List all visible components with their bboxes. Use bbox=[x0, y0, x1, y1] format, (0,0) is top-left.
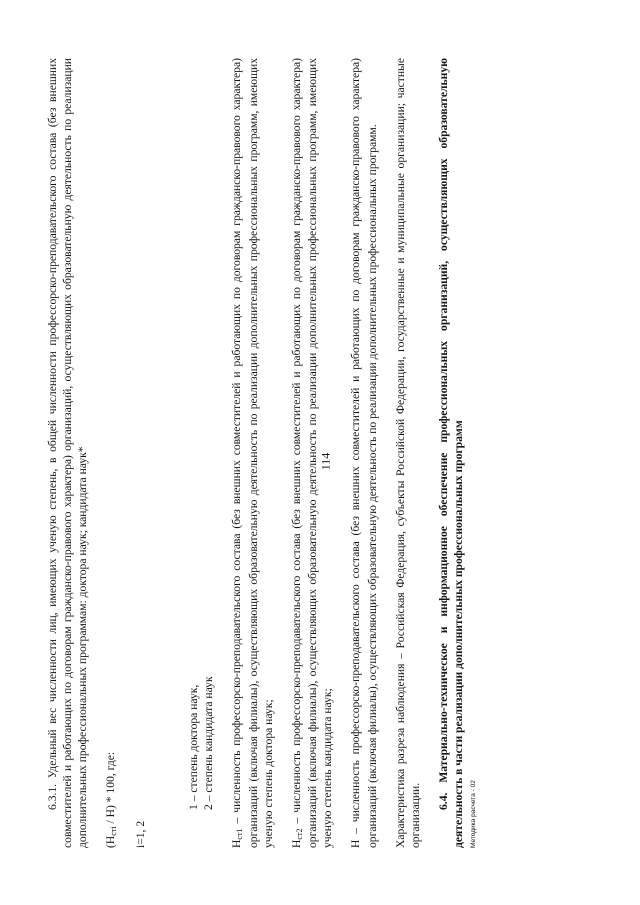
degree-item: 2 – степень кандидата наук bbox=[201, 676, 215, 810]
page-number: 114 bbox=[318, 452, 333, 471]
definition-n-st1: $Н_{ст1}$ – численность профессорско-преподавательского состава (без внешних совместителей и работающих по договорам гражданско-правового характера) организаций (включая филиалы), осуществляющих образовательную деятельность по реализации дополнительных профессиональных программ, имеющих ученую степень доктора наук; bbox=[229, 58, 275, 848]
degree-list bbox=[186, 58, 216, 848]
section-6-3-1-heading: 6.3.1. Удельный вес численности лиц, имеющих ученую степень, в общей численности профессорско-преподавательского состава (без внешних совместителей и работающих по договорам гражданско-правового характера) организаций, осуществляющих образовательную деятельность по реализации дополнительных профессиональных программам: доктора наук; кандидата наук* bbox=[46, 58, 90, 848]
observation-characteristics: Характеристика разреза наблюдения – Российская Федерация, субъекты Российской Федерации, государственные и муниципальные организации; частные организации. bbox=[394, 58, 423, 848]
definition-n-st2: $Н_{ст2}$ – численность профессорско-преподавательского состава (без внешних совместителей и работающих по договорам гражданско-правового характера) организаций (включая филиалы), осуществляющих образовательную деятельность по реализации дополнительных профессиональных программ, имеющих ученую степень кандидата наук; bbox=[289, 58, 335, 848]
definition-n: Н – численность профессорско-преподавательского состава (без внешних совместителей и работающих по договорам гражданско-правового характера) организаций (включая филиалы), осуществляющих образовательную деятельность по реализации дополнительных профессиональных программ. bbox=[349, 58, 379, 848]
section-6-4-heading: 6.4. Материально-техническое и информационное обеспечение профессиональных организаций, осуществляющих образовательную деятельность в части реализации дополнительных профессиональных программ bbox=[437, 58, 466, 848]
formula: $(Н_{стi} / Н) * 100$, где: bbox=[104, 751, 119, 848]
degree-item: 1 – степень доктора наук, bbox=[186, 684, 200, 810]
footer-note: Методика расчета - 02 bbox=[470, 780, 478, 848]
page-body bbox=[45, 58, 605, 848]
index-line: i=1, 2 bbox=[133, 820, 147, 848]
